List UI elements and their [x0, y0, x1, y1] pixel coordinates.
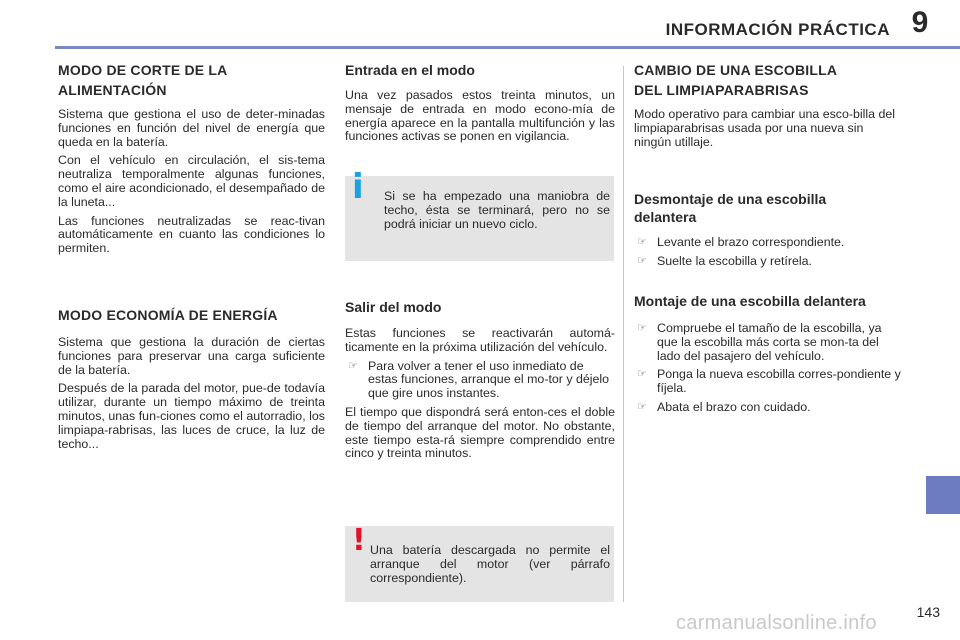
chapter-number: 9	[911, 6, 929, 39]
pointing-hand-icon: ☞	[348, 359, 358, 372]
subsection-title-desmontaje: Desmontaje de una escobilla delantera	[634, 191, 827, 226]
header-rule	[55, 46, 960, 49]
info-note-text: Si se ha empezado una maniobra de techo, ésta se terminará, pero no se podrá iniciar un nuevo ciclo.	[384, 189, 610, 231]
list-item: ☞ Abata el brazo con cuidado.	[637, 399, 811, 414]
list-item: ☞ Compruebe el tamaño de la escobilla, ya que la escobilla más corta se mon-ta del lado del pasajero del vehículo.	[637, 320, 882, 363]
paragraph: Sistema que gestiona el uso de deter-minadas funciones en función del nivel de energía que queda en la batería.	[58, 107, 325, 149]
list-item: ☞ Suelte la escobilla y retírela.	[637, 254, 812, 269]
paragraph: Estas funciones se reactivarán automá-ticamente en la próxima utilización del vehículo.	[345, 326, 615, 354]
pointing-hand-icon: ☞	[637, 321, 647, 334]
bullet-list-desmontaje	[634, 236, 904, 269]
page-header-title: INFORMACIÓN PRÁCTICA	[665, 20, 890, 39]
paragraph: Una vez pasados estos treinta minutos, un mensaje de entrada en modo econo-mía de energía aparece en la pantalla multifunción y las funciones activas se ponen en vigilancia.	[345, 88, 615, 144]
watermark: carmanualsonline.info	[676, 612, 877, 634]
list-item: ☞ Ponga la nueva escobilla corres-pondiente y fíjela.	[637, 367, 901, 396]
warning-note-text: Una batería descargada no permite el arranque del motor (ver párrafo correspondiente).	[370, 543, 610, 585]
paragraph: Modo operativo para cambiar una esco-billa del limpiaparabrisas usada por una nueva sin ningún utillaje.	[634, 107, 896, 149]
paragraph: El tiempo que dispondrá será enton-ces el doble de tiempo del arranque del motor. No obstante, este tiempo esta-rá siempre comprendido entre cinco y treinta minutos.	[345, 404, 615, 461]
pointing-hand-icon: ☞	[637, 236, 647, 249]
column-middle-lower	[345, 298, 615, 466]
section-title-corte: MODO DE CORTE DE LA ALIMENTACIÓN	[58, 62, 228, 98]
chapter-side-tab	[926, 476, 960, 514]
column-right	[634, 60, 904, 420]
section-title-economia: MODO ECONOMÍA DE ENERGÍA	[58, 306, 278, 323]
column-divider	[623, 66, 624, 602]
warning-icon: !	[352, 523, 366, 558]
page-number: 143	[916, 604, 940, 620]
paragraph: Con el vehículo en circulación, el sis-tema neutraliza temporalmente algunas funciones, como el aire acondicionado, el desempañado de la luneta...	[58, 153, 325, 209]
pointing-hand-icon: ☞	[637, 368, 647, 381]
subsection-title-entrada: Entrada en el modo	[345, 62, 475, 78]
info-icon: i	[352, 167, 364, 207]
paragraph: Sistema que gestiona la duración de ciertas funciones para preservar una carga suficiente de la batería.	[58, 334, 325, 377]
list-item: ☞ Levante el brazo correspondiente.	[637, 235, 845, 250]
list-item: ☞ Para volver a tener el uso inmediato de estas funciones, arranque el mo-tor y déjelo que gire unos instantes.	[348, 358, 610, 401]
pointing-hand-icon: ☞	[637, 400, 647, 413]
subsection-title-salir: Salir del modo	[345, 299, 442, 315]
paragraph: Las funciones neutralizadas se reac-tivan automáticamente en cuanto las condiciones lo permiten.	[58, 213, 325, 256]
column-middle	[345, 60, 615, 149]
column-left	[58, 60, 325, 456]
pointing-hand-icon: ☞	[637, 255, 647, 268]
subsection-title-montaje: Montaje de una escobilla delantera	[634, 292, 866, 309]
section-title-escobilla: CAMBIO DE UNA ESCOBILLA DEL LIMPIAPARABRISAS	[634, 62, 838, 98]
bullet-list-montaje	[634, 322, 904, 415]
paragraph: Después de la parada del motor, pue-de todavía utilizar, durante un tiempo máximo de treinta minutos, unas fun-ciones como el autorradio, los limpiapa-rabrisas, las luces de cruce, la luz de techo...	[58, 381, 325, 451]
bullet-list	[345, 360, 615, 401]
